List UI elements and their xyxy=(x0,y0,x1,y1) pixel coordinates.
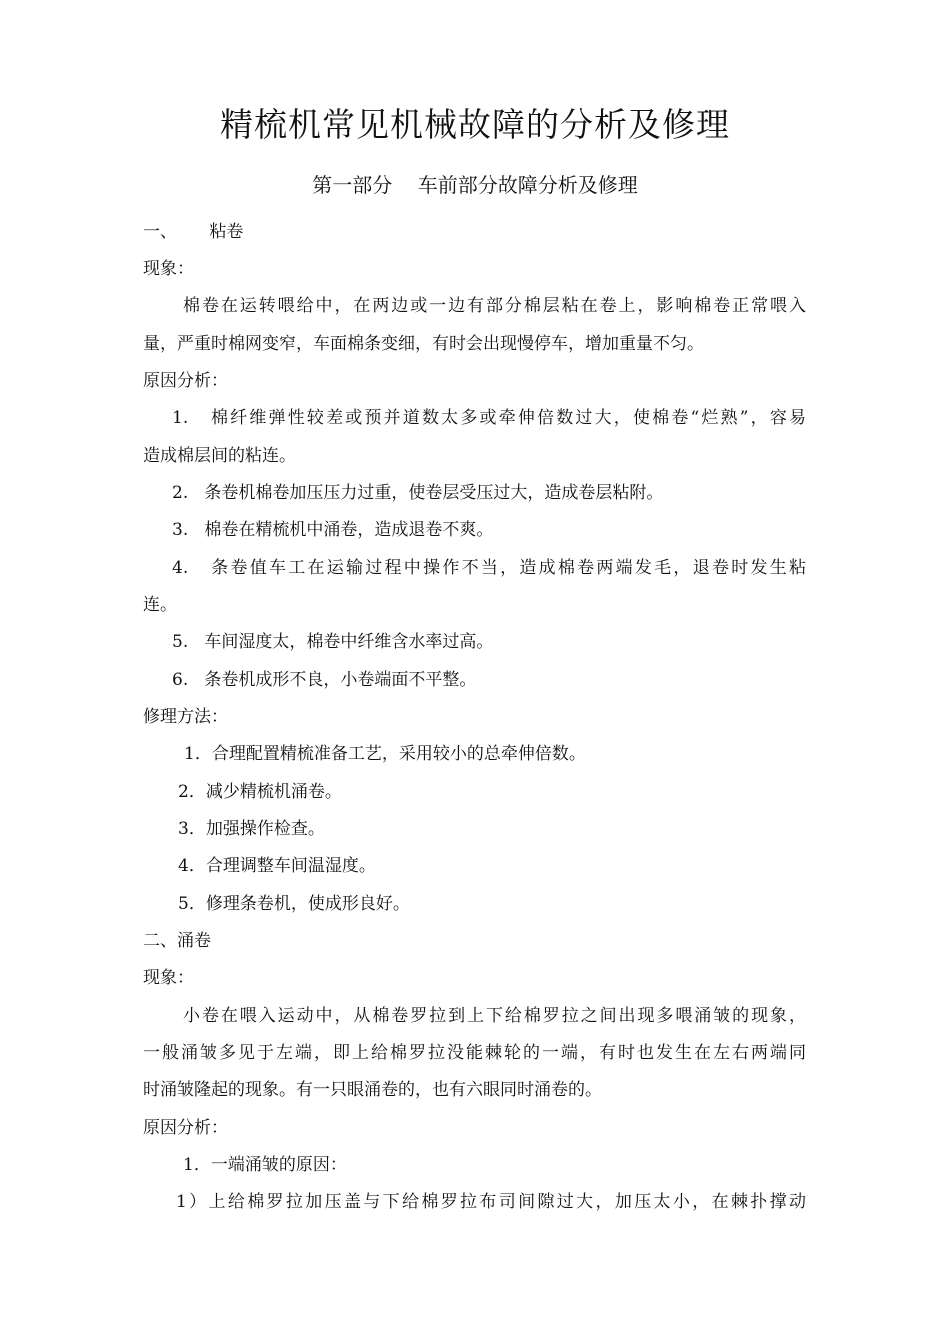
label-phenomenon: 现象： xyxy=(143,259,194,279)
list-item-continuation: 造成棉层间的粘连。 xyxy=(143,446,296,466)
list-item: 3．加强操作检查。 xyxy=(178,819,325,839)
list-item: 1．合理配置精梳准备工艺，采用较小的总牵伸倍数。 xyxy=(184,744,586,764)
list-item: 3. 棉卷在精梳机中涌卷，造成退卷不爽。 xyxy=(172,520,494,540)
list-item-continuation: 连。 xyxy=(143,595,177,615)
label-cause-analysis: 原因分析： xyxy=(143,371,228,391)
section-subtitle: 第一部分 车前部分故障分析及修理 xyxy=(312,173,638,197)
list-item: 2．减少精梳机涌卷。 xyxy=(178,782,342,802)
paragraph-line: 棉卷在运转喂给中，在两边或一边有部分棉层粘在卷上，影响棉卷正常喂入 xyxy=(183,296,806,316)
list-item: 4．合理调整车间温湿度。 xyxy=(178,856,376,876)
label-repair-method: 修理方法： xyxy=(143,707,228,727)
list-item: 5．修理条卷机，使成形良好。 xyxy=(178,894,410,914)
label-phenomenon: 现象： xyxy=(143,968,194,988)
paragraph-line: 一般涌皱多见于左端，即上给棉罗拉没能棘轮的一端，有时也发生在左右两端同 xyxy=(143,1043,806,1063)
list-item: 2. 条卷机棉卷加压压力过重，使卷层受压过大，造成卷层粘附。 xyxy=(172,483,664,503)
list-item: 4. 条卷值车工在运输过程中操作不当，造成棉卷两端发毛，退卷时发生粘 xyxy=(172,558,806,578)
document-title: 精梳机常见机械故障的分析及修理 xyxy=(220,105,730,144)
paragraph-line: 小卷在喂入运动中，从棉卷罗拉到上下给棉罗拉之间出现多喂涌皱的现象， xyxy=(183,1006,806,1026)
section-heading-sticking: 一、 粘卷 xyxy=(143,222,244,242)
paragraph-line: 时涌皱隆起的现象。有一只眼涌卷的，也有六眼同时涌卷的。 xyxy=(143,1080,602,1100)
section-heading-wrinkling: 二、涌卷 xyxy=(143,931,211,951)
list-item: 1．一端涌皱的原因： xyxy=(183,1155,347,1175)
list-item: 1）上给棉罗拉加压盖与下给棉罗拉布司间隙过大，加压太小，在棘扑撑动 xyxy=(176,1192,806,1212)
paragraph-line: 量，严重时棉网变窄，车面棉条变细，有时会出现慢停车，增加重量不匀。 xyxy=(143,334,704,354)
list-item: 6. 条卷机成形不良，小卷端面不平整。 xyxy=(172,670,477,690)
list-item: 1. 棉纤维弹性较差或预并道数太多或牵伸倍数过大，使棉卷“烂熟”，容易 xyxy=(172,408,806,428)
list-item: 5. 车间湿度太，棉卷中纤维含水率过高。 xyxy=(172,632,494,652)
label-cause-analysis: 原因分析： xyxy=(143,1118,228,1138)
